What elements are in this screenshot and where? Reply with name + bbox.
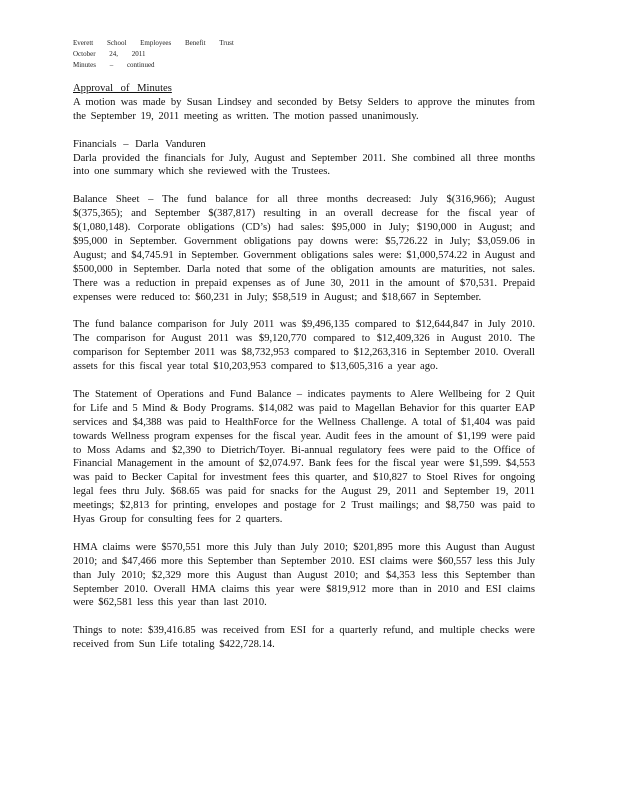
header-organization: Everett School Employees Benefit Trust — [73, 39, 234, 47]
financials-title: Financials – Darla Vanduren — [73, 138, 206, 150]
fund-comparison-paragraph: The fund balance comparison for July 2011 was $9,496,135 compared to $12,644,847 in July 2010. The comparison for August 2011 was $9,120,770 compared to $12,409,326 in August 2010. The comparison for September 2011 was $8,732,953 compared to $12,263,316 in September 2010. Overall assets for this fiscal year total $10,203,953 compared to $13,605,316 a year ago. — [73, 319, 535, 373]
things-to-note-paragraph: Things to note: $39,416.85 was received from ESI for a quarterly refund, and multiple checks were received from Sun Life totaling $422,728.14. — [73, 625, 535, 651]
hma-claims-paragraph: HMA claims were $570,551 more this July than July 2010; $201,895 more this August than August 2010; and $47,466 more this September than September 2010. ESI claims were $60,557 less this July than July 2010; $2,329 more this August than August 2010; and $4,353 less this September than September 2010. Overall HMA claims this year were $819,912 more than in 2010 and ESI claims were $62,581 less this year than last 2010. — [73, 541, 535, 609]
approval-title: Approval of Minutes — [73, 83, 172, 94]
page-header — [73, 38, 234, 71]
header-date: October 24, 2011 — [73, 50, 146, 58]
financials-intro-paragraph: Darla provided the financials for July, August and September 2011. She combined all three months into one summary which she reviewed with the Trustees. — [73, 152, 535, 178]
operations-paragraph: The Statement of Operations and Fund Balance – indicates payments to Alere Wellbeing for 2 Quit for Life and 5 Mind & Body Programs. $14,082 was paid to Magellan Behavior for this quarter EAP services and $4,388 was paid to HealthForce for the Wellness Challenge. A total of $1,404 was paid towards Wellness program expenses for the fiscal year. Audit fees in the amount of $1,199 were paid to Moss Adams and $2,390 to Dietrich/Toyer. Bi-annual regulatory fees were paid to the Office of Financial Management in the amount of $2,074.97. Bank fees for the fiscal year were $1,599. $4,553 was paid to Becker Capital for investment fees this quarter, and $10,827 to Stoel Rives for ongoing legal fees thru July. $68.65 was paid for snacks for the August 29, 2011 and September 19, 2011 meetings; $2,813 for printing, envelopes and postage for 2 Trust mailings; and $8,750 was paid to Hyas Group for consulting fees for 2 quarters. — [73, 388, 535, 526]
minutes-body — [73, 82, 535, 652]
approval-paragraph: A motion was made by Susan Lindsey and seconded by Betsy Selders to approve the minutes from the September 19, 2011 meeting as written. The motion passed unanimously. — [73, 96, 535, 122]
balance-sheet-paragraph: Balance Sheet – The fund balance for all three months decreased: July $(316,966); August $(375,365); and September $(387,817) resulting in an overall decrease for the fiscal year of $(1,080,148). Corporate obligations (CD’s) had sales: $95,000 in July; $190,000 in August; and $95,000 in September. Government obligations pay downs were: $5,726.22 in July; $3,059.06 in August; and $4,745.91 in September. Government obligations sales were: $1,000,574.22 in August and $500,000 in September. Darla noted that some of the obligation amounts are maturities, not sales. There was a reduction in prepaid expenses as of June 30, 2011 in the amount of $70,531. Prepaid expenses were reduced to: $60,231 in July; $58,519 in August; and $18,667 in September. — [73, 194, 535, 303]
header-continued: Minutes – continued — [73, 61, 155, 69]
